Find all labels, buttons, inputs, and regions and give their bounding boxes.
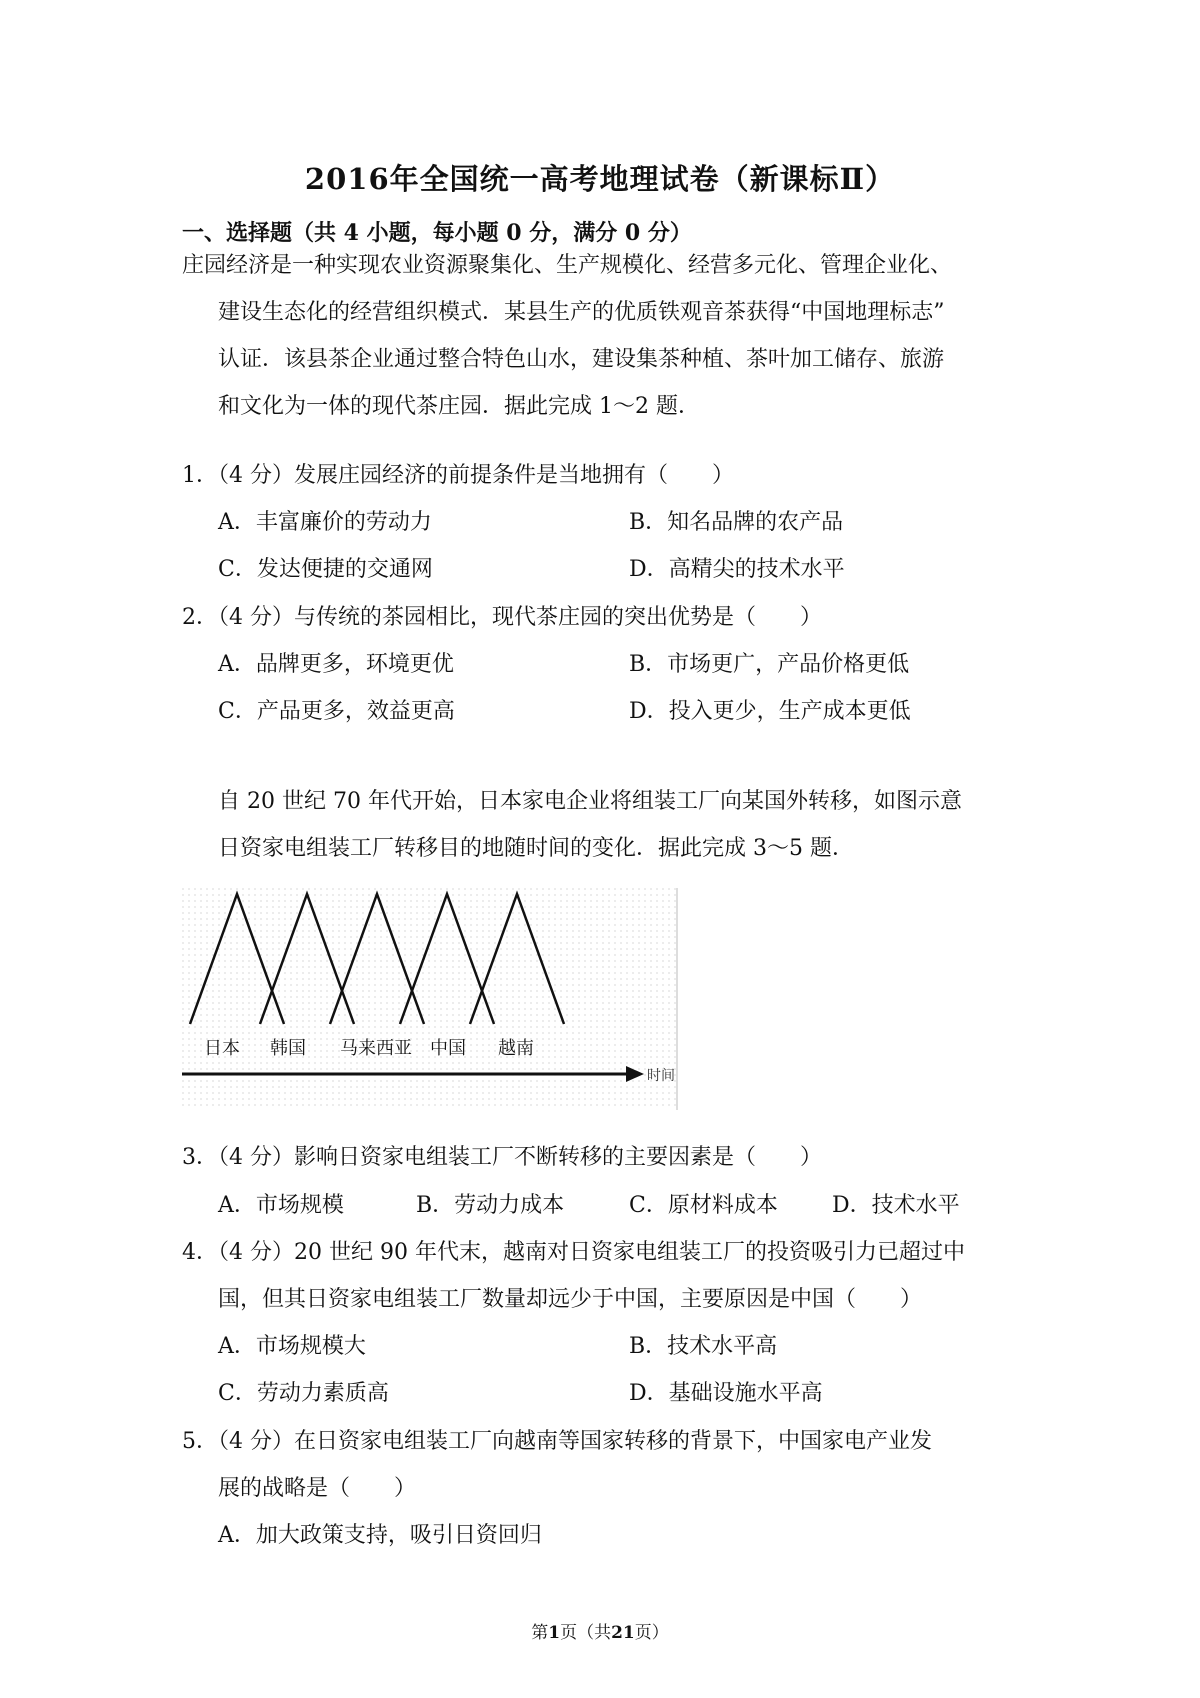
q4-option-c: C．劳动力素质高 <box>218 1381 389 1406</box>
q1-option-b: B．知名品牌的农产品 <box>629 510 844 535</box>
passage-2-line: 日资家电组装工厂转移目的地随时间的变化．据此完成 3～5 题． <box>218 836 854 861</box>
exam-title: 2016年全国统一高考地理试卷（新课标Ⅱ） <box>304 162 896 196</box>
question-4-stem-line: 4．（4 分）20 世纪 90 年代末，越南对日资家电组装工厂的投资吸引力已超过中 <box>182 1240 965 1265</box>
category-label: 日本 <box>204 1038 240 1059</box>
footer-page-number: 1 <box>548 1623 561 1643</box>
category-label: 中国 <box>430 1038 466 1059</box>
q1-option-a: A．丰富廉价的劳动力 <box>218 510 432 535</box>
passage-1-line: 和文化为一体的现代茶庄园．据此完成 1～2 题． <box>218 394 700 419</box>
q3-option-c: C．原材料成本 <box>629 1193 778 1218</box>
q4-option-a: A．市场规模大 <box>218 1334 366 1359</box>
q2-option-a: A．品牌更多，环境更优 <box>218 652 454 677</box>
passage-1-line: 建设生态化的经营组织模式．某县生产的优质铁观音茶获得“中国地理标志” <box>218 300 945 325</box>
question-4-stem-line: 国，但其日资家电组装工厂数量却远少于中国，主要原因是中国（ ） <box>218 1287 923 1312</box>
category-label: 马来西亚 <box>340 1038 412 1059</box>
q2-option-d: D．投入更少，生产成本更低 <box>629 699 911 724</box>
question-5-stem-line: 5．（4 分）在日资家电组装工厂向越南等国家转移的背景下，中国家电产业发 <box>182 1429 932 1454</box>
passage-1-line: 庄园经济是一种实现农业资源聚集化、生产规模化、经营多元化、管理企业化、 <box>182 253 953 278</box>
passage-2-line: 自 20 世纪 70 年代开始，日本家电企业将组装工厂向某国外转移，如图示意 <box>218 789 962 814</box>
question-5-stem-line: 展的战略是（ ） <box>218 1476 417 1501</box>
passage-1 <box>182 242 1042 430</box>
q1-option-c: C．发达便捷的交通网 <box>218 557 433 582</box>
q3-option-d: D．技术水平 <box>832 1193 960 1218</box>
q3-option-a: A．市场规模 <box>218 1193 344 1218</box>
category-label: 越南 <box>498 1038 534 1059</box>
q4-option-b: B．技术水平高 <box>629 1334 778 1359</box>
time-axis-label: 时间 <box>647 1068 675 1084</box>
question-3-stem: 3．（4 分）影响日资家电组装工厂不断转移的主要因素是（ ） <box>182 1145 822 1170</box>
q5-option-a: A．加大政策支持，吸引日资回归 <box>218 1523 542 1548</box>
footer-middle: 页（共 <box>560 1623 612 1643</box>
question-2-stem: 2．（4 分）与传统的茶园相比，现代茶庄园的突出优势是（ ） <box>182 605 822 630</box>
page-footer <box>0 1618 1200 1643</box>
q2-option-c: C．产品更多，效益更高 <box>218 699 455 724</box>
section-heading: 一、选择题（共 4 小题，每小题 0 分，满分 0 分） <box>182 220 692 246</box>
q3-option-b: B．劳动力成本 <box>416 1193 565 1218</box>
category-label: 韩国 <box>270 1038 306 1059</box>
diagram-background <box>182 888 677 1110</box>
q4-option-d: D．基础设施水平高 <box>629 1381 823 1406</box>
passage-2 <box>218 778 1078 872</box>
footer-total-pages: 21 <box>611 1623 635 1643</box>
passage-1-line: 认证．该县茶企业通过整合特色山水，建设集茶种植、茶叶加工储存、旅游 <box>218 347 945 372</box>
footer-suffix: 页） <box>634 1623 669 1643</box>
transfer-diagram <box>182 888 682 1113</box>
q1-option-d: D．高精尖的技术水平 <box>629 557 845 582</box>
q2-option-b: B．市场更广，产品价格更低 <box>629 652 910 677</box>
question-1-stem: 1．（4 分）发展庄园经济的前提条件是当地拥有（ ） <box>182 463 734 488</box>
footer-prefix: 第 <box>531 1623 549 1643</box>
